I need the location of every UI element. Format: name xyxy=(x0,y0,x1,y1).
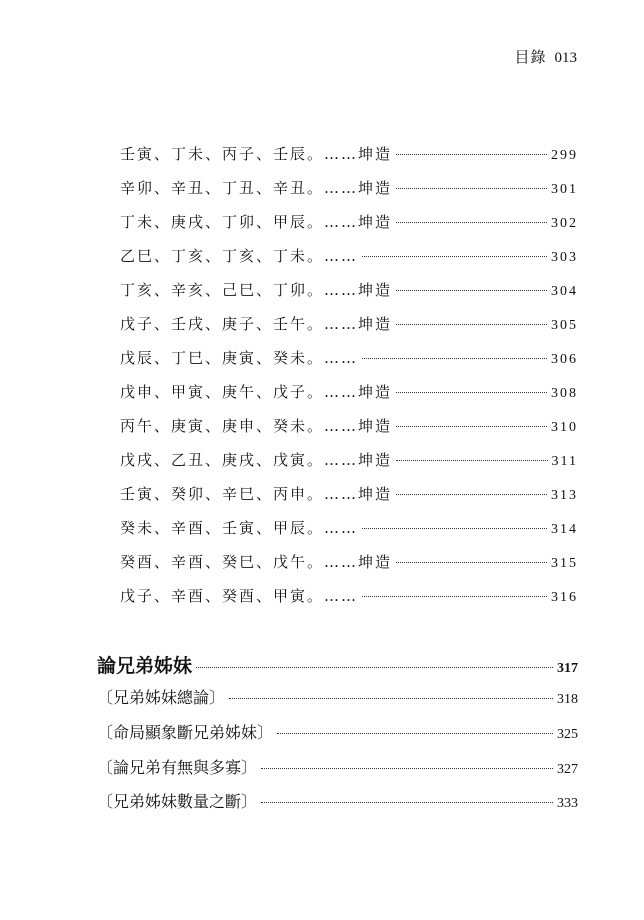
subsection-text: 〔兄弟姊妹數量之斷〕 xyxy=(97,792,258,811)
toc-entry-page: 301 xyxy=(551,182,578,197)
toc-entry-page: 303 xyxy=(551,250,578,265)
toc-entry xyxy=(120,313,578,334)
subsection-page: 327 xyxy=(557,762,578,777)
toc-entry-text: 乙巳、丁亥、丁亥、丁未。…… xyxy=(120,247,359,265)
toc-entry-text: 辛卯、辛丑、丁丑、辛丑。……坤造 xyxy=(120,179,393,197)
dot-leader xyxy=(396,460,548,461)
dot-leader xyxy=(396,324,547,325)
dot-leader xyxy=(396,222,547,223)
subsection-text: 〔兄弟姊妹總論〕 xyxy=(97,688,226,707)
toc-entry xyxy=(120,143,578,164)
toc-entry-text: 丁亥、辛亥、己巳、丁卯。……坤造 xyxy=(120,281,393,299)
dot-leader xyxy=(396,188,547,189)
toc-entry-page: 311 xyxy=(551,454,578,469)
toc-entry-page: 299 xyxy=(551,148,578,163)
dot-leader xyxy=(261,802,553,803)
dot-leader xyxy=(277,733,553,734)
subsection-text: 〔命局顯象斷兄弟姊妹〕 xyxy=(97,723,274,742)
toc-entry-text: 癸未、辛酉、壬寅、甲辰。…… xyxy=(120,519,359,537)
dot-leader xyxy=(362,358,547,359)
toc-entry-text: 壬寅、癸卯、辛巳、丙申。……坤造 xyxy=(120,485,393,503)
subsection-page: 333 xyxy=(557,796,578,811)
toc-entry-text: 戊戌、乙丑、庚戌、戊寅。……坤造 xyxy=(120,451,393,469)
toc-entry-page: 314 xyxy=(551,522,578,537)
dot-leader xyxy=(362,596,547,597)
toc-subsection xyxy=(97,789,578,812)
toc-entry-text: 戊子、辛酉、癸酉、甲寅。…… xyxy=(120,587,359,605)
dot-leader xyxy=(396,426,547,427)
toc-entry xyxy=(120,449,578,470)
section-page: 317 xyxy=(557,661,578,676)
toc-entry xyxy=(120,551,578,572)
toc-entry-page: 316 xyxy=(551,590,578,605)
dot-leader xyxy=(396,290,547,291)
toc-entry xyxy=(120,245,578,266)
toc-entry xyxy=(120,381,578,402)
section-title: 論兄弟姊妹 xyxy=(97,655,193,677)
toc-entry-page: 306 xyxy=(551,352,578,367)
subsection-page: 325 xyxy=(557,727,578,742)
toc-entry-page: 305 xyxy=(551,318,578,333)
toc-entry-page: 304 xyxy=(551,284,578,299)
subsection-page: 318 xyxy=(557,692,578,707)
toc-entry-page: 310 xyxy=(551,420,578,435)
toc-entry xyxy=(120,279,578,300)
toc-entry xyxy=(120,211,578,232)
dot-leader xyxy=(196,667,553,668)
dot-leader xyxy=(362,256,547,257)
toc-entry-text: 丁未、庚戌、丁卯、甲辰。……坤造 xyxy=(120,213,393,231)
toc-entry-text: 癸酉、辛酉、癸巳、戊午。……坤造 xyxy=(120,553,393,571)
toc-subsection xyxy=(97,755,578,778)
toc-entry-text: 戊申、甲寅、庚午、戊子。……坤造 xyxy=(120,383,393,401)
header-title: 目錄 xyxy=(514,48,547,66)
toc-section-heading xyxy=(97,651,578,678)
dot-leader xyxy=(229,698,553,699)
toc-entry-text: 壬寅、丁未、丙子、壬辰。……坤造 xyxy=(120,145,393,163)
toc-entry xyxy=(120,585,578,606)
toc-entry xyxy=(120,483,578,504)
toc-entry-text: 丙午、庚寅、庚申、癸未。……坤造 xyxy=(120,417,393,435)
toc-entry-text: 戊辰、丁巳、庚寅、癸未。…… xyxy=(120,349,359,367)
toc-entry xyxy=(120,517,578,538)
subsection-text: 〔論兄弟有無與多寡〕 xyxy=(97,758,258,777)
dot-leader xyxy=(396,392,547,393)
dot-leader xyxy=(396,154,547,155)
toc-entry-page: 302 xyxy=(551,216,578,231)
dot-leader xyxy=(396,562,547,563)
toc-entry-page: 308 xyxy=(551,386,578,401)
dot-leader xyxy=(362,528,547,529)
header-page-number: 013 xyxy=(554,50,577,66)
toc-entry xyxy=(120,177,578,198)
toc-subsection xyxy=(97,720,578,743)
toc-subsection xyxy=(97,685,578,708)
dot-leader xyxy=(261,768,553,769)
dot-leader xyxy=(396,494,547,495)
toc-entry-text: 戊子、壬戌、庚子、壬午。……坤造 xyxy=(120,315,393,333)
toc-entry xyxy=(120,347,578,368)
toc-entry xyxy=(120,415,578,436)
toc-entry-page: 315 xyxy=(551,556,578,571)
toc-entry-page: 313 xyxy=(551,488,578,503)
